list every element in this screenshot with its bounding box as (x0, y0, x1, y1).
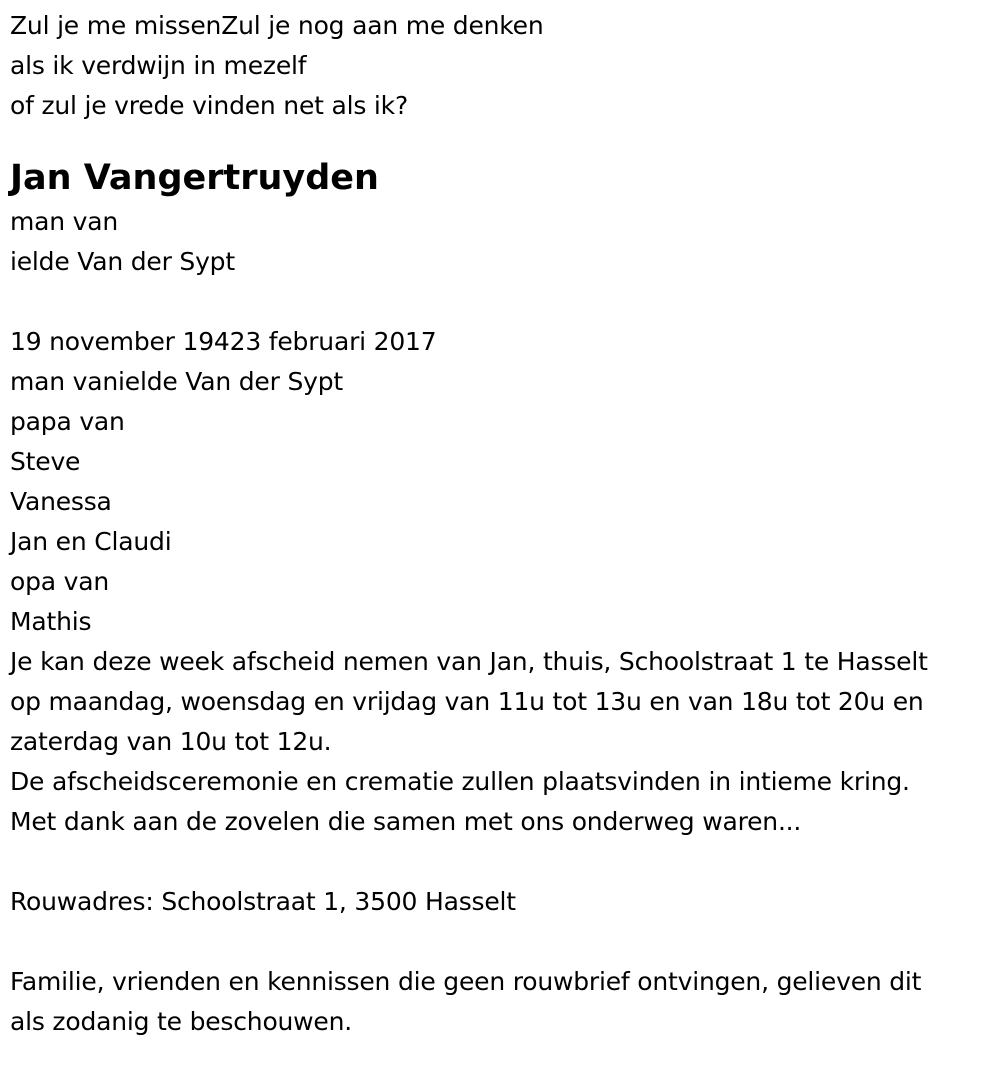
announcement-line: Met dank aan de zovelen die samen met ons onderweg waren... (10, 807, 802, 836)
child-name: Jan en Claudi (10, 527, 172, 556)
poem-line: of zul je vrede vinden net als ik? (10, 91, 409, 120)
announcement-line: Je kan deze week afscheid nemen van Jan, thuis, Schoolstraat 1 te Hasselt (10, 647, 928, 676)
spouse-line: man vanielde Van der Sypt (10, 367, 343, 396)
deceased-name: Jan Vangertruyden (10, 158, 379, 198)
grandchildren-label: opa van (10, 567, 109, 596)
poem (10, 6, 995, 126)
announcement-line: op maandag, woensdag en vrijdag van 11u tot 13u en van 18u tot 20u en (10, 687, 924, 716)
life-dates: 19 november 19423 februari 2017 (10, 327, 437, 356)
closing-line: Familie, vrienden en kennissen die geen rouwbrief ontvingen, gelieven dit (10, 967, 922, 996)
child-name: Vanessa (10, 487, 112, 516)
obituary-notice (10, 6, 995, 1042)
child-name: Steve (10, 447, 81, 476)
children-label: papa van (10, 407, 125, 436)
spacer (10, 922, 995, 962)
closing-line: als zodanig te beschouwen. (10, 1007, 353, 1036)
spouse-name: ielde Van der Sypt (10, 247, 235, 276)
spacer (10, 842, 995, 882)
announcement-line: De afscheidsceremonie en crematie zullen plaatsvinden in intieme kring. (10, 767, 910, 796)
announcement (10, 642, 995, 842)
closing-note (10, 962, 995, 1042)
poem-line: Zul je me missenZul je nog aan me denken (10, 11, 544, 40)
relation-label: man van (10, 207, 119, 236)
announcement-line: zaterdag van 10u tot 12u. (10, 727, 332, 756)
grandchild-name: Mathis (10, 607, 92, 636)
spacer (10, 282, 995, 322)
poem-line: als ik verdwijn in mezelf (10, 51, 307, 80)
mourning-address: Rouwadres: Schoolstraat 1, 3500 Hasselt (10, 887, 516, 916)
